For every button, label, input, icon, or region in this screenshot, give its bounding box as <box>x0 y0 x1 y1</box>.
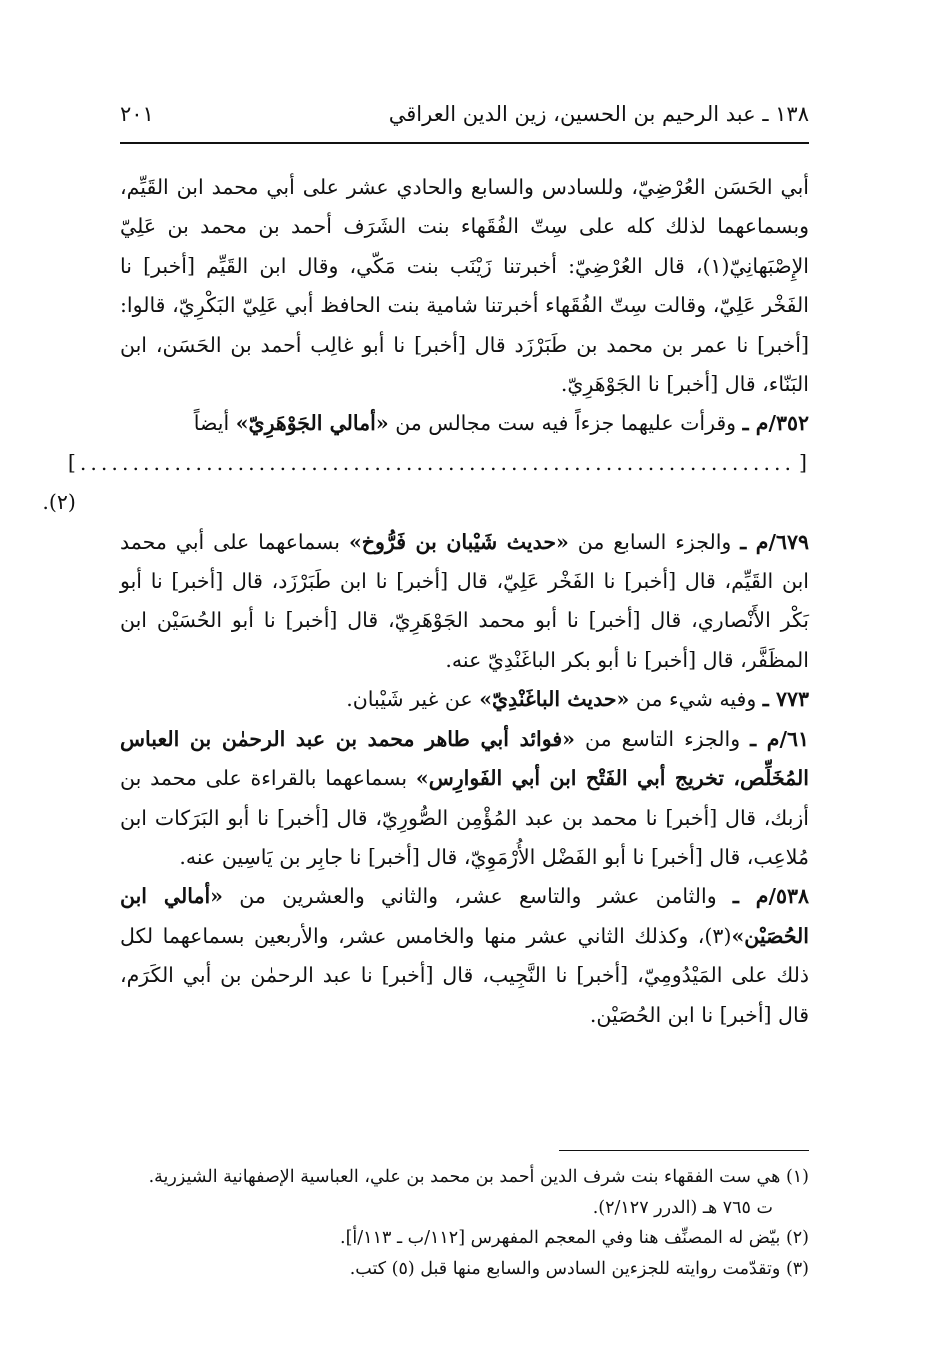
entry-text-after: أيضاً <box>193 411 230 436</box>
footnote-text: بيّض له المصنِّف هنا وفي المعجم المفهرس [١١٢/ب ـ ١١٣/أ]. <box>340 1228 781 1248</box>
footnote-marker: (١) <box>785 1167 809 1187</box>
entry-352 <box>120 404 809 443</box>
entry-text-before: والثامن عشر والتاسع عشر، والثاني والعشرين من <box>239 884 717 909</box>
entry-number: ٦١/م ـ <box>750 726 809 751</box>
footnote-3 <box>120 1254 809 1285</box>
entry-number: ٣٥٢/م ـ <box>742 411 809 436</box>
header-rule <box>120 142 809 144</box>
entry-text-after: بسماعهما على أبي محمد ابن القَيِّم، قال [أخبر] نا الفَخْر عَلِيّ، قال [أخبر] نا ابن طَبَرْزَد، قال [أخبر] نا أبو بَكْر الأَنْصاري، قال [أخبر] نا أبو محمد الجَوْهَرِيّ، قال [أخبر] نا أبو الحُسَيْن ابن المظَفَّر، قال [أخبر] نا أبو بكر الباغَنْدِيّ عنه. <box>120 529 809 672</box>
entry-text-before: والجزء السابع من <box>577 529 732 554</box>
entry-61 <box>120 720 809 878</box>
footnote-marker: (٢) <box>785 1228 809 1248</box>
entry-text-after: (٣)، وكذلك الثاني عشر منها والخامس عشر، والأربعين بسماعهما لكل ذلك على المَيْدُومِيّ، [أخبر] نا النَّجِيب، قال [أخبر] نا عبد الرحمٰن بن أبي الكَرَم، قال [أخبر] نا ابن الحُصَيْن. <box>120 923 809 1027</box>
entry-title: «حديث شَيْبان بن فَرُّوخ» <box>348 529 569 554</box>
omission-bracket-open: [ <box>799 450 809 475</box>
entry-text-before: وفيه شيء من <box>635 687 757 712</box>
entry-number: ٦٧٩/م ـ <box>740 529 809 554</box>
omission-line <box>42 444 809 523</box>
entry-title: «أمالي الجَوْهَرِيّ» <box>235 411 389 436</box>
footnote-marker: (٣) <box>785 1258 809 1279</box>
entry-773 <box>120 680 809 719</box>
entry-text-before: والجزء التاسع من <box>584 726 741 751</box>
omission-bracket-close: ](٢). <box>42 450 76 515</box>
footnotes <box>120 1162 809 1284</box>
intro-paragraph: أبي الحَسَن العُرْضِيّ، وللسادس والسابع والحادي عشر على أبي محمد ابن القَيِّم، وبسماعهما لذلك كله على سِتّ الفُقَهاء بنت الشَرَف أحمد بن محمد بن عَلِيّ الإِصْبَهانِيّ(١)، قال العُرْضِيّ: أخبرتنا زَيْنَب بنت مَكّي، وقال ابن القَيِّم [أخبر] نا الفَخْر عَلِيّ، وقالت سِتّ الفُقَهاء أخبرتنا شامية بنت الحافظ أبي عَلِيّ البَكْرِيّ، قالوا: [أخبر] نا عمر بن محمد بن طَبَرْزَد قال [أخبر] نا أبو غالِب أحمد بن الحَسَن، ابن البَنّاء، قال [أخبر] نا الجَوْهَرِيّ. <box>120 175 809 397</box>
footnote-1-continuation: ت ٧٦٥ هـ (الدرر ٢/١٢٧). <box>592 1197 773 1218</box>
entry-number: ٥٣٨/م ـ <box>732 884 809 909</box>
entry-title: «أمالي ابن الحُصَيْن» <box>120 884 809 948</box>
entry-number: ٧٧٣ ـ <box>762 687 809 712</box>
entry-538 <box>120 877 809 1035</box>
entry-text-before: وقرأت عليهما جزءاً فيه ست مجالس من <box>395 411 737 436</box>
page-number: ٢٠١ <box>120 102 154 126</box>
entry-text-after: عن غير شَيْبان. <box>346 687 473 712</box>
omission-dots: .................................................................... <box>79 450 795 475</box>
footnote-text: وتقدّمت روايته للجزءين السادس والسابع منها قبل (٥) كتب. <box>349 1258 781 1279</box>
entry-text-after: بسماعهما بالقراءة على محمد بن أزبك، قال [أخبر] نا محمد بن عبد المُؤْمِن الصُّورِيّ، قال [أخبر] نا أبو البَرَكات ابن مُلاعِب، قال [أخبر] نا أبو الفَضْل الأُرْمَوِيّ، قال [أخبر] نا جابِر بن يَاسِين عنه. <box>120 766 809 869</box>
running-header <box>120 92 809 126</box>
footnote-rule <box>559 1150 809 1151</box>
entry-title: «حديث الباغَنْدِيّ» <box>479 687 630 712</box>
entry-title: «فوائد أبي طاهر محمد بن عبد الرحمٰن بن العباس المُخَلِّص، تخريج أبي الفَتْح ابن أبي الفَوارِس» <box>120 726 809 791</box>
entry-679 <box>120 523 809 681</box>
footnote-1 <box>120 1162 809 1193</box>
running-title: ١٣٨ ـ عبد الرحيم بن الحسين، زين الدين العراقي <box>388 102 809 126</box>
main-text <box>42 168 809 1035</box>
footnote-2 <box>120 1223 809 1254</box>
footnote-text: هي ست الفقهاء بنت شرف الدين أحمد بن محمد بن علي، العباسية الإصفهانية الشيزرية. <box>148 1167 781 1187</box>
